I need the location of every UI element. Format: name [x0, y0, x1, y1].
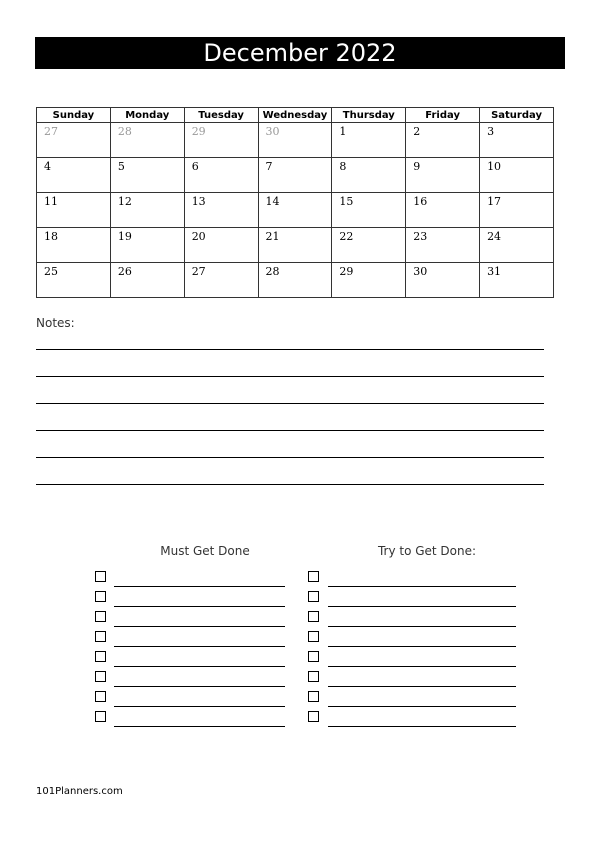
calendar-day-other-month: 28: [110, 123, 184, 158]
try-task-line[interactable]: [328, 706, 516, 707]
calendar-day: 28: [258, 263, 332, 298]
calendar-day: 23: [406, 228, 480, 263]
calendar-day: 26: [110, 263, 184, 298]
calendar-week: [37, 228, 554, 263]
calendar-day: 6: [184, 158, 258, 193]
must-task-line[interactable]: [114, 586, 285, 587]
calendar-day: 25: [37, 263, 111, 298]
calendar-day: 22: [332, 228, 406, 263]
calendar-day: 14: [258, 193, 332, 228]
try-task-checkbox[interactable]: [308, 611, 319, 622]
calendar-day: 15: [332, 193, 406, 228]
calendar-day: 11: [37, 193, 111, 228]
calendar-day: 16: [406, 193, 480, 228]
try-task-checkbox[interactable]: [308, 631, 319, 642]
must-task-line[interactable]: [114, 706, 285, 707]
notes-label: Notes:: [36, 316, 75, 330]
calendar-day: 5: [110, 158, 184, 193]
must-task-checkbox[interactable]: [95, 591, 106, 602]
weekday-header: Sunday: [37, 108, 111, 123]
weekday-header: Thursday: [332, 108, 406, 123]
calendar-week: [37, 263, 554, 298]
must-task-checkbox[interactable]: [95, 671, 106, 682]
notes-line[interactable]: [36, 403, 544, 404]
try-task-line[interactable]: [328, 646, 516, 647]
calendar-day: 20: [184, 228, 258, 263]
try-task-line[interactable]: [328, 626, 516, 627]
must-get-done-heading: Must Get Done: [160, 544, 250, 558]
must-task-line[interactable]: [114, 606, 285, 607]
must-task-line[interactable]: [114, 646, 285, 647]
calendar-day: 12: [110, 193, 184, 228]
try-task-checkbox[interactable]: [308, 591, 319, 602]
try-task-line[interactable]: [328, 686, 516, 687]
weekday-header: Wednesday: [258, 108, 332, 123]
calendar-day: 4: [37, 158, 111, 193]
calendar-day: 27: [184, 263, 258, 298]
calendar-day: 21: [258, 228, 332, 263]
weekday-header: Saturday: [480, 108, 554, 123]
footer-brand: 101Planners.com: [36, 786, 123, 797]
try-task-checkbox[interactable]: [308, 691, 319, 702]
calendar-day: 29: [332, 263, 406, 298]
try-task-checkbox[interactable]: [308, 711, 319, 722]
must-task-checkbox[interactable]: [95, 571, 106, 582]
notes-line[interactable]: [36, 430, 544, 431]
calendar-week: [37, 123, 554, 158]
weekday-header: Monday: [110, 108, 184, 123]
try-to-get-done-heading: Try to Get Done:: [377, 544, 477, 558]
month-title: December 2022: [35, 37, 565, 69]
try-task-line[interactable]: [328, 726, 516, 727]
try-task-checkbox[interactable]: [308, 651, 319, 662]
calendar-day: 3: [480, 123, 554, 158]
calendar-week: [37, 193, 554, 228]
notes-line[interactable]: [36, 376, 544, 377]
try-task-line[interactable]: [328, 606, 516, 607]
calendar-day-other-month: 29: [184, 123, 258, 158]
weekday-header: Friday: [406, 108, 480, 123]
try-task-checkbox[interactable]: [308, 571, 319, 582]
calendar-day: 9: [406, 158, 480, 193]
must-task-line[interactable]: [114, 666, 285, 667]
weekday-header: Tuesday: [184, 108, 258, 123]
must-task-line[interactable]: [114, 726, 285, 727]
calendar-day: 13: [184, 193, 258, 228]
notes-line[interactable]: [36, 457, 544, 458]
calendar-day: 8: [332, 158, 406, 193]
try-task-checkbox[interactable]: [308, 671, 319, 682]
calendar-week: [37, 158, 554, 193]
calendar-day: 2: [406, 123, 480, 158]
must-task-line[interactable]: [114, 626, 285, 627]
calendar-day: 18: [37, 228, 111, 263]
calendar-day: 30: [406, 263, 480, 298]
must-task-checkbox[interactable]: [95, 711, 106, 722]
must-task-checkbox[interactable]: [95, 631, 106, 642]
calendar-day: 1: [332, 123, 406, 158]
calendar-day: 7: [258, 158, 332, 193]
notes-line[interactable]: [36, 349, 544, 350]
calendar-day: 31: [480, 263, 554, 298]
calendar-day-other-month: 30: [258, 123, 332, 158]
notes-line[interactable]: [36, 484, 544, 485]
calendar-day: 24: [480, 228, 554, 263]
try-task-line[interactable]: [328, 666, 516, 667]
calendar-day: 10: [480, 158, 554, 193]
calendar-day-other-month: 27: [37, 123, 111, 158]
calendar-day: 19: [110, 228, 184, 263]
must-task-checkbox[interactable]: [95, 611, 106, 622]
calendar-grid: [36, 107, 554, 298]
must-task-line[interactable]: [114, 686, 285, 687]
must-task-checkbox[interactable]: [95, 651, 106, 662]
calendar-day: 17: [480, 193, 554, 228]
must-task-checkbox[interactable]: [95, 691, 106, 702]
try-task-line[interactable]: [328, 586, 516, 587]
